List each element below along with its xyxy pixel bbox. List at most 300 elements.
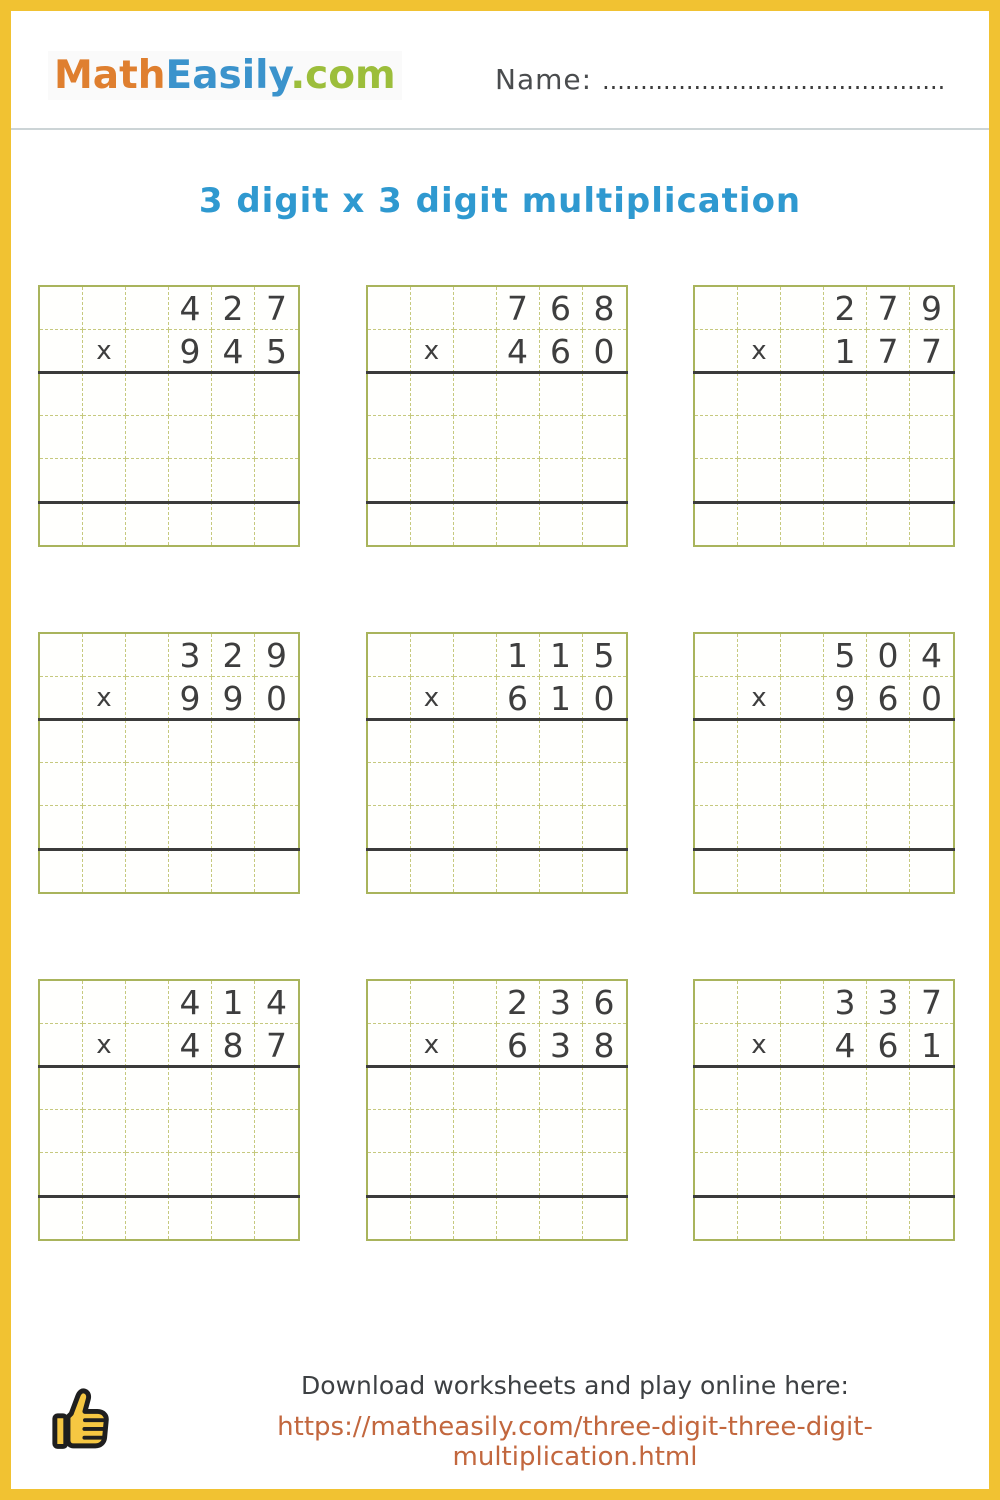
work-cell [540,1153,583,1196]
grid-cell [368,677,411,720]
work-cell [781,1196,824,1239]
multiplication-bar [366,718,628,721]
work-cell [83,502,126,545]
work-cell [781,373,824,416]
work-cell [781,1153,824,1196]
work-cell [169,1153,212,1196]
grid-cell [454,1024,497,1067]
work-cell [497,849,540,892]
multiplication-grid-7 [38,979,300,1241]
work-cell [738,416,781,459]
work-cell [695,502,738,545]
multiplicand-digit: 4 [910,634,953,677]
grid-cell [368,634,411,677]
multiplication-grid-6 [693,632,955,894]
work-cell [781,849,824,892]
multiplicand-digit: 3 [540,981,583,1024]
work-cell [169,459,212,502]
work-cell [255,1067,298,1110]
work-cell [126,373,169,416]
work-cell [83,416,126,459]
work-cell [738,373,781,416]
grid-cell [695,634,738,677]
multiplicand-digit: 2 [212,287,255,330]
work-cell [454,1196,497,1239]
grid-cell [695,330,738,373]
work-cell [867,1153,910,1196]
work-cell [368,373,411,416]
work-cell [583,849,626,892]
grid-cell [738,634,781,677]
work-cell [126,1153,169,1196]
work-cell [255,849,298,892]
work-cell [255,502,298,545]
multiplier-digit: 6 [540,330,583,373]
grid-cell [126,287,169,330]
grid-cell [411,634,454,677]
work-cell [212,806,255,849]
work-cell [910,849,953,892]
work-cell [255,720,298,763]
work-cell [368,459,411,502]
multiply-operator: x [738,677,781,720]
grid-cell [454,981,497,1024]
multiplicand-digit: 9 [910,287,953,330]
multiplication-bar [366,371,628,374]
work-cell [169,373,212,416]
work-cell [126,720,169,763]
work-cell [583,459,626,502]
multiplier-digit: 9 [824,677,867,720]
work-cell [411,763,454,806]
footer [11,1371,989,1472]
multiplication-bar [693,1065,955,1068]
work-cell [411,502,454,545]
multiplication-bar [38,718,300,721]
multiplication-bar [38,371,300,374]
work-cell [40,1196,83,1239]
multiplicand-digit: 1 [497,634,540,677]
work-cell [368,849,411,892]
work-cell [497,1196,540,1239]
grid-cell [40,1024,83,1067]
multiplicand-digit: 1 [540,634,583,677]
grid-cell [40,981,83,1024]
logo-part-easily: Easily [165,53,291,98]
grid-cell [368,1024,411,1067]
multiplicand-digit: 9 [255,634,298,677]
work-cell [738,763,781,806]
work-cell [583,1196,626,1239]
work-cell [40,459,83,502]
work-cell [540,763,583,806]
multiplicand-digit: 2 [824,287,867,330]
multiplicand-digit: 1 [212,981,255,1024]
multiplicand-digit: 5 [583,634,626,677]
work-cell [824,720,867,763]
grid-cell [40,677,83,720]
footer-link[interactable]: https://matheasily.com/three-digit-three-digit-multiplication.html [277,1412,873,1472]
answer-bar [38,848,300,851]
grid-cell [454,330,497,373]
work-cell [497,502,540,545]
work-cell [540,1110,583,1153]
work-cell [583,1067,626,1110]
multiplier-digit: 7 [255,1024,298,1067]
work-cell [454,720,497,763]
work-cell [738,1067,781,1110]
site-logo [48,51,402,100]
work-cell [212,459,255,502]
work-cell [540,502,583,545]
work-cell [83,849,126,892]
grid-cell [781,330,824,373]
work-cell [867,502,910,545]
work-cell [368,502,411,545]
multiplier-digit: 0 [583,330,626,373]
grid-cell [40,330,83,373]
work-cell [212,1067,255,1110]
multiplier-digit: 3 [540,1024,583,1067]
work-cell [824,416,867,459]
work-cell [867,763,910,806]
work-cell [781,763,824,806]
grid-cell [695,981,738,1024]
work-cell [368,1067,411,1110]
work-cell [454,373,497,416]
answer-bar [693,1195,955,1198]
work-cell [583,502,626,545]
multiplier-digit: 8 [212,1024,255,1067]
multiply-operator: x [738,330,781,373]
work-cell [212,1110,255,1153]
work-cell [824,502,867,545]
work-cell [540,416,583,459]
work-cell [411,416,454,459]
logo-part-math: Math [54,53,166,98]
multiplicand-digit: 3 [169,634,212,677]
work-cell [40,1110,83,1153]
work-cell [497,763,540,806]
work-cell [255,373,298,416]
header-divider [11,128,989,130]
multiplier-digit: 0 [255,677,298,720]
grid-cell [695,677,738,720]
work-cell [255,763,298,806]
work-cell [781,416,824,459]
multiplier-digit: 9 [169,330,212,373]
multiplication-bar [693,371,955,374]
multiplicand-digit: 3 [867,981,910,1024]
work-cell [824,459,867,502]
multiplier-digit: 0 [583,677,626,720]
work-cell [411,373,454,416]
grid-cell [454,634,497,677]
grid-cell [126,677,169,720]
work-cell [824,1067,867,1110]
work-cell [497,1110,540,1153]
multiplicand-digit: 2 [212,634,255,677]
work-cell [910,373,953,416]
work-cell [454,806,497,849]
work-cell [368,806,411,849]
grid-cell [40,287,83,330]
work-cell [40,373,83,416]
multiply-operator: x [411,677,454,720]
work-cell [583,1110,626,1153]
work-cell [824,1153,867,1196]
work-cell [411,720,454,763]
work-cell [126,763,169,806]
multiplicand-digit: 6 [540,287,583,330]
work-cell [910,502,953,545]
work-cell [824,373,867,416]
work-cell [126,806,169,849]
work-cell [910,763,953,806]
multiplication-bar [693,718,955,721]
work-cell [867,1110,910,1153]
work-cell [411,1196,454,1239]
work-cell [738,1153,781,1196]
multiplicand-digit: 4 [169,287,212,330]
sheets [38,285,955,1241]
work-cell [781,806,824,849]
work-cell [255,1196,298,1239]
work-cell [910,416,953,459]
logo-part-com: .com [290,53,396,98]
multiplication-grid-9 [693,979,955,1241]
work-cell [824,1110,867,1153]
work-cell [910,1196,953,1239]
work-cell [40,1153,83,1196]
work-cell [540,1196,583,1239]
multiply-operator: x [83,330,126,373]
work-cell [83,1067,126,1110]
multiplier-digit: 0 [910,677,953,720]
work-cell [40,806,83,849]
multiplicand-digit: 7 [867,287,910,330]
multiplicand-digit: 2 [497,981,540,1024]
multiplier-digit: 9 [212,677,255,720]
multiplication-grid-4 [38,632,300,894]
multiplicand-digit: 3 [824,981,867,1024]
work-cell [540,1067,583,1110]
grid-cell [454,287,497,330]
grid-cell [695,287,738,330]
answer-bar [693,501,955,504]
work-cell [169,849,212,892]
multiplier-digit: 4 [212,330,255,373]
work-cell [255,1153,298,1196]
work-cell [497,1067,540,1110]
work-cell [738,459,781,502]
work-cell [83,806,126,849]
grid-cell [781,287,824,330]
work-cell [867,1067,910,1110]
answer-bar [366,501,628,504]
work-cell [212,373,255,416]
work-cell [126,1196,169,1239]
work-cell [695,459,738,502]
grid-cell [781,677,824,720]
grid-cell [738,287,781,330]
work-cell [83,720,126,763]
work-cell [695,849,738,892]
multiplier-digit: 1 [910,1024,953,1067]
work-cell [540,806,583,849]
answer-bar [366,848,628,851]
work-cell [40,1067,83,1110]
work-cell [212,720,255,763]
work-cell [212,502,255,545]
work-cell [40,416,83,459]
grid-cell [781,634,824,677]
work-cell [169,1110,212,1153]
multiplier-digit: 4 [169,1024,212,1067]
work-cell [83,373,126,416]
multiply-operator: x [411,1024,454,1067]
work-cell [695,416,738,459]
work-cell [255,1110,298,1153]
work-cell [368,1110,411,1153]
work-cell [867,849,910,892]
work-cell [212,763,255,806]
grid-cell [126,330,169,373]
work-cell [126,502,169,545]
grid-cell [126,981,169,1024]
multiplication-bar [366,1065,628,1068]
multiplier-digit: 5 [255,330,298,373]
work-cell [126,416,169,459]
work-cell [910,1153,953,1196]
work-cell [781,720,824,763]
work-cell [867,1196,910,1239]
work-cell [583,416,626,459]
work-cell [867,459,910,502]
work-cell [497,806,540,849]
multiplier-digit: 4 [824,1024,867,1067]
work-cell [169,502,212,545]
work-cell [824,763,867,806]
work-cell [695,1196,738,1239]
work-cell [368,1196,411,1239]
name-field[interactable] [495,63,945,96]
multiplier-digit: 6 [497,1024,540,1067]
work-cell [454,416,497,459]
multiplication-grid-5 [366,632,628,894]
work-cell [411,1153,454,1196]
multiplication-grid-1 [38,285,300,547]
multiplicand-digit: 6 [583,981,626,1024]
work-cell [497,373,540,416]
multiplicand-digit: 0 [867,634,910,677]
work-cell [255,416,298,459]
name-label: Name: [495,63,593,96]
multiplication-bar [38,1065,300,1068]
work-cell [83,1110,126,1153]
answer-bar [366,1195,628,1198]
work-cell [781,1110,824,1153]
answer-bar [38,501,300,504]
multiplication-grid-8 [366,979,628,1241]
work-cell [40,502,83,545]
work-cell [497,720,540,763]
multiplier-digit: 6 [867,677,910,720]
work-cell [454,1110,497,1153]
work-cell [824,1196,867,1239]
work-cell [540,459,583,502]
work-cell [83,1153,126,1196]
multiplier-digit: 8 [583,1024,626,1067]
work-cell [40,720,83,763]
work-cell [126,1110,169,1153]
work-cell [368,763,411,806]
multiply-operator: x [83,1024,126,1067]
work-cell [169,416,212,459]
multiplicand-digit: 5 [824,634,867,677]
work-cell [867,373,910,416]
work-cell [867,806,910,849]
work-cell [169,720,212,763]
work-cell [83,1196,126,1239]
work-cell [212,849,255,892]
grid-cell [368,330,411,373]
work-cell [540,373,583,416]
work-cell [454,1153,497,1196]
grid-cell [411,981,454,1024]
work-cell [738,1196,781,1239]
grid-cell [83,287,126,330]
multiplier-digit: 7 [910,330,953,373]
work-cell [738,849,781,892]
work-cell [583,373,626,416]
multiplicand-digit: 8 [583,287,626,330]
work-cell [867,720,910,763]
work-cell [40,849,83,892]
multiply-operator: x [83,677,126,720]
work-cell [867,416,910,459]
work-cell [738,1110,781,1153]
work-cell [83,459,126,502]
work-cell [454,849,497,892]
work-cell [454,502,497,545]
answer-bar [38,1195,300,1198]
work-cell [540,849,583,892]
work-cell [212,416,255,459]
grid-cell [781,1024,824,1067]
page-title: 3 digit x 3 digit multiplication [198,181,802,221]
multiplication-grid-3 [693,285,955,547]
work-cell [255,459,298,502]
work-cell [454,763,497,806]
work-cell [540,720,583,763]
multiplier-digit: 6 [867,1024,910,1067]
work-cell [169,806,212,849]
multiplier-digit: 9 [169,677,212,720]
work-cell [126,459,169,502]
multiplicand-digit: 7 [910,981,953,1024]
work-cell [910,1110,953,1153]
work-cell [910,1067,953,1110]
work-cell [411,1110,454,1153]
grid-cell [368,287,411,330]
work-cell [824,849,867,892]
name-blank-line[interactable]: ............................................. [601,67,946,95]
work-cell [910,720,953,763]
work-cell [368,1153,411,1196]
work-cell [411,806,454,849]
work-cell [781,459,824,502]
